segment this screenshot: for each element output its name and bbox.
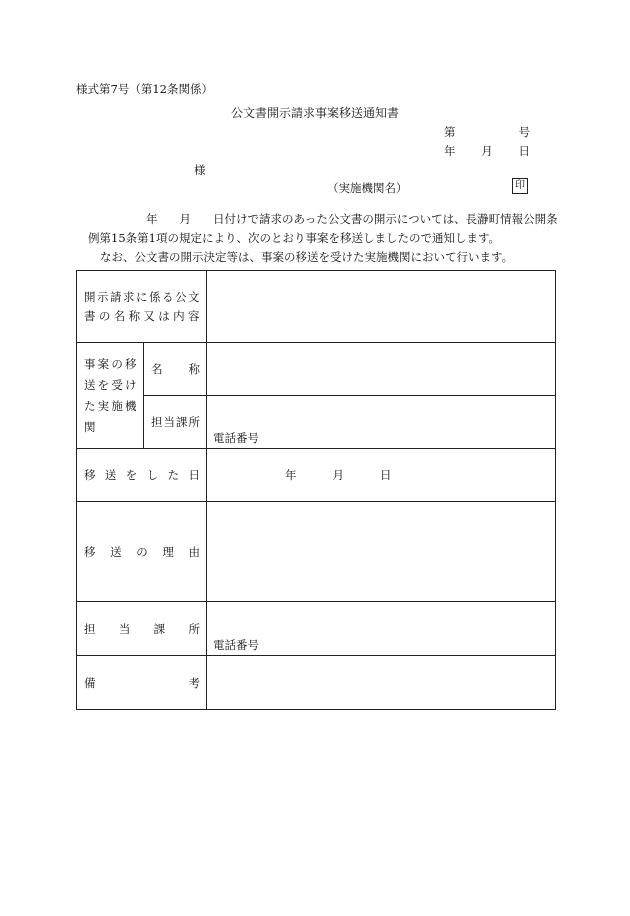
reason-label: 移送の理由 <box>77 502 207 602</box>
dept-value[interactable] <box>207 396 556 449</box>
phone-label-2: 電話番号 <box>213 638 259 652</box>
note-paragraph <box>88 248 558 267</box>
receiver-dept-row <box>77 396 556 449</box>
dept-label-2: 担当課所 <box>77 602 207 656</box>
issue-year: 年 <box>444 144 456 158</box>
issue-month: 月 <box>481 144 493 158</box>
notice-paragraph <box>88 210 558 248</box>
form-number: 様式第7号（第12条関係） <box>76 82 213 96</box>
paragraph-month: 月 <box>179 212 191 226</box>
addressee-suffix: 様 <box>194 163 206 177</box>
reason-value[interactable] <box>207 502 556 602</box>
transfer-year: 年 <box>285 468 297 482</box>
transfer-date-label: 移送をした日 <box>77 449 207 502</box>
issue-day: 日 <box>518 144 530 158</box>
paragraph-year: 年 <box>146 212 158 226</box>
remarks-value[interactable] <box>207 656 556 710</box>
remarks-row <box>77 656 556 710</box>
request-row <box>77 271 556 343</box>
transfer-form-table <box>76 270 556 710</box>
transfer-month: 月 <box>332 468 344 482</box>
transfer-date-row <box>77 449 556 502</box>
request-label: 開示請求に係る公文 書の名称又は内容 <box>77 271 207 343</box>
request-value[interactable] <box>207 271 556 343</box>
reason-row <box>77 502 556 602</box>
number-prefix: 第 <box>444 125 456 139</box>
paragraph-text: 日付けで請求のあった公文書の開示については、長瀞町情報公開条例第15条第1項の規定により、次のとおり事案を移送しましたので通知します。 <box>88 212 558 245</box>
document-title: 公文書開示請求事案移送通知書 <box>230 106 399 120</box>
dept-label: 担当課所 <box>144 396 207 449</box>
organization-label: （実施機関名） <box>327 181 408 195</box>
transfer-day: 日 <box>380 468 392 482</box>
number-suffix: 号 <box>518 125 530 139</box>
phone-label: 電話番号 <box>213 431 259 445</box>
note-text: なお、公文書の開示決定等は、事案の移送を受けた実施機関において行います。 <box>100 250 514 264</box>
receiver-name-row <box>77 343 556 396</box>
dept-row <box>77 602 556 656</box>
dept-value-2[interactable] <box>207 602 556 656</box>
name-value[interactable] <box>207 343 556 396</box>
name-label: 名称 <box>144 343 207 396</box>
remarks-label: 備考 <box>77 656 207 710</box>
transfer-date-value[interactable] <box>207 449 556 502</box>
seal-mark: 印 <box>512 178 528 194</box>
issue-date <box>444 143 530 159</box>
document-number <box>444 124 530 140</box>
receiver-label: 事案の移 送を受け た実施機 関 <box>77 343 144 449</box>
